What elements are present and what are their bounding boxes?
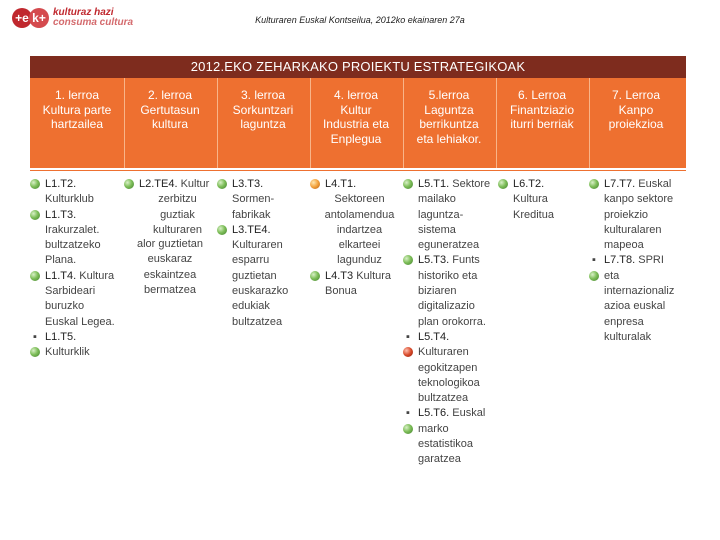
item-text: Kultura bbox=[513, 193, 548, 206]
item-text: Kultura bbox=[353, 269, 392, 282]
item-code: L1.T5. bbox=[45, 330, 77, 343]
item-code: L5.T3. bbox=[418, 254, 450, 267]
item-text: Bonua bbox=[325, 285, 357, 298]
list-item bbox=[30, 208, 122, 269]
item-text: azioa euskal bbox=[604, 300, 666, 313]
column-head-2 bbox=[126, 88, 214, 132]
item-code: L2.TE4. bbox=[139, 178, 178, 190]
list-item bbox=[30, 177, 122, 208]
list-item bbox=[30, 269, 122, 330]
column-head-line: Kanpo bbox=[618, 102, 654, 117]
item-text: SPRI bbox=[635, 254, 664, 267]
item-text: Euskal bbox=[635, 178, 672, 190]
column-head-line: hartzailea bbox=[50, 117, 104, 131]
list-item bbox=[403, 177, 495, 253]
item-text: Kultur bbox=[177, 178, 210, 190]
item-text: eta bbox=[604, 269, 620, 282]
item-text: mailako bbox=[418, 193, 456, 206]
header-caption: Kulturaren Euskal Kontseilua, 2012ko ekainaren 27a bbox=[255, 15, 465, 25]
divider bbox=[30, 170, 686, 171]
column-5-body bbox=[403, 177, 495, 468]
item-code: L1.T2. bbox=[45, 178, 77, 190]
item-code: L4.T3 bbox=[325, 269, 354, 282]
column-head-line: 6. Lerroa bbox=[517, 88, 567, 102]
column-head-4 bbox=[312, 88, 400, 146]
item-text: egokitzapen bbox=[418, 361, 478, 374]
column-head-line: kultura bbox=[151, 117, 189, 131]
item-text: bermatzea bbox=[144, 284, 196, 297]
item-text: Funts bbox=[449, 254, 480, 267]
column-4-body bbox=[310, 177, 402, 299]
column-3-body bbox=[217, 177, 309, 330]
logo-line1: kulturaz hazi bbox=[53, 7, 114, 18]
item-text: Sormen- bbox=[232, 193, 275, 206]
column-head-line: 4. lerroa bbox=[333, 88, 379, 102]
item-text: lagunduz bbox=[337, 254, 382, 267]
column-1-body bbox=[30, 177, 122, 361]
bullet-ball-icon bbox=[217, 179, 227, 189]
item-code: L1.T3. bbox=[45, 208, 77, 221]
item-bullet: ▪ bbox=[406, 330, 410, 343]
column-2-body bbox=[124, 177, 216, 298]
item-text: euskarazko bbox=[232, 285, 289, 298]
item-text: bultzatzeko bbox=[45, 239, 101, 252]
item-text: alor guztietan bbox=[136, 238, 204, 251]
list-item bbox=[124, 177, 216, 238]
column-head-line: Kultura parte bbox=[42, 102, 112, 117]
item-text: fabrikak bbox=[232, 208, 271, 221]
item-text: laguntza- bbox=[418, 208, 464, 221]
list-item bbox=[403, 406, 495, 421]
item-text: Euskal Legea. bbox=[45, 315, 115, 328]
item-text: eskaintzea bbox=[143, 268, 197, 281]
item-text: Kultura bbox=[76, 269, 115, 282]
item-bullet: ▪ bbox=[592, 254, 596, 267]
bullet-ball-icon bbox=[403, 424, 413, 434]
bullet-ball-icon bbox=[30, 347, 40, 357]
item-code: L6.T2. bbox=[513, 178, 545, 190]
bullet-ball-icon bbox=[30, 179, 40, 189]
list-item bbox=[310, 269, 402, 300]
column-head-6 bbox=[498, 88, 586, 132]
item-text: Kulturaren bbox=[232, 239, 283, 252]
item-text: sistema bbox=[418, 223, 456, 236]
column-separator bbox=[124, 78, 125, 168]
column-separator bbox=[217, 78, 218, 168]
item-text: antolamendua bbox=[324, 208, 395, 221]
column-head-line: Gertutasun bbox=[140, 102, 200, 117]
column-head-5 bbox=[405, 88, 493, 146]
item-text: Sarbideari bbox=[45, 285, 96, 298]
bullet-ball-icon bbox=[403, 347, 413, 357]
bullet-ball-icon bbox=[589, 179, 599, 189]
item-text: Kulturaren bbox=[418, 346, 469, 359]
list-item bbox=[498, 177, 588, 223]
bullet-ball-icon bbox=[30, 271, 40, 281]
item-text: edukiak bbox=[232, 300, 270, 313]
item-text: Plana. bbox=[45, 254, 77, 267]
column-separator bbox=[589, 78, 590, 168]
item-text: proiekzio bbox=[604, 208, 649, 221]
item-text: Sektore bbox=[449, 178, 491, 190]
item-text: elkarteei bbox=[338, 239, 381, 252]
item-text: plan orokorra. bbox=[418, 315, 486, 328]
column-head-7 bbox=[592, 88, 680, 132]
bullet-ball-icon bbox=[589, 271, 599, 281]
bullet-ball-icon bbox=[124, 179, 134, 189]
item-bullet: ▪ bbox=[33, 330, 37, 343]
bullet-ball-icon bbox=[403, 255, 413, 265]
bullet-ball-icon bbox=[217, 225, 227, 235]
bullet-ball-icon bbox=[30, 210, 40, 220]
column-head-line: proiekzioa bbox=[608, 117, 664, 131]
list-item bbox=[589, 177, 685, 253]
column-head-line: Kultur bbox=[340, 102, 372, 117]
item-code: L1.T4. bbox=[45, 269, 77, 282]
column-head-line: eta lehiakor. bbox=[416, 131, 482, 146]
item-text: guztiak bbox=[160, 208, 195, 221]
column-head-line: 2. lerroa bbox=[147, 88, 193, 102]
logo-line2: consuma cultura bbox=[53, 17, 134, 28]
list-item bbox=[30, 330, 122, 345]
page-title: 2012.EKO ZEHARKAKO PROIEKTU ESTRATEGIKOAK bbox=[30, 56, 686, 78]
item-code: L3.TE4. bbox=[232, 223, 271, 236]
column-separator bbox=[403, 78, 404, 168]
item-text: bultzatzea bbox=[232, 315, 283, 328]
column-6-body bbox=[498, 177, 588, 223]
item-text: kulturalaren bbox=[604, 223, 662, 236]
item-code: L7.T8. bbox=[604, 254, 636, 267]
list-item bbox=[30, 345, 122, 360]
column-head-3 bbox=[219, 88, 307, 132]
item-text: eguneratzea bbox=[418, 239, 480, 252]
column-head-line: 3. lerroa bbox=[240, 88, 286, 102]
list-item bbox=[310, 177, 402, 269]
bullet-ball-icon bbox=[310, 271, 320, 281]
column-head-line: 5.lerroa bbox=[428, 88, 470, 102]
column-head-line: Enplegua bbox=[330, 131, 382, 146]
item-text: Sektoreen bbox=[334, 193, 385, 206]
item-text: enpresa bbox=[604, 315, 644, 328]
column-7-body bbox=[589, 177, 685, 345]
item-text: guztietan bbox=[232, 269, 277, 282]
item-text: kanpo sektore bbox=[604, 193, 674, 206]
item-text: esparru bbox=[232, 254, 270, 267]
item-code: L7.T7. bbox=[604, 178, 636, 190]
item-bullet: ▪ bbox=[406, 407, 410, 420]
item-text: kulturalak bbox=[604, 330, 652, 343]
column-head-line: Sorkuntzari bbox=[232, 102, 294, 117]
item-text: Kreditua bbox=[513, 208, 554, 221]
item-code: L5.T4. bbox=[418, 330, 450, 343]
item-text: euskaraz bbox=[147, 253, 193, 266]
logo-mark-right: k+ bbox=[29, 8, 49, 28]
item-text: Kulturklik bbox=[45, 346, 90, 359]
item-text: garatzea bbox=[418, 453, 461, 466]
bullet-ball-icon bbox=[310, 179, 320, 189]
column-head-line: laguntza bbox=[240, 117, 286, 131]
item-text: Kulturklub bbox=[45, 193, 94, 206]
column-separator bbox=[496, 78, 497, 168]
item-code: L5.T1. bbox=[418, 178, 450, 190]
bullet-ball-icon bbox=[403, 179, 413, 189]
column-head-line: Laguntza bbox=[424, 102, 474, 117]
item-text: marko bbox=[418, 422, 449, 435]
item-code: L3.T3. bbox=[232, 178, 264, 190]
item-text: zerbitzu bbox=[158, 193, 197, 206]
column-separator bbox=[310, 78, 311, 168]
item-text: historiko eta bbox=[418, 269, 478, 282]
column-head-line: 1. lerroa bbox=[54, 88, 100, 102]
column-head-line: Finantziazio bbox=[509, 102, 575, 117]
item-text: Irakurzalet. bbox=[45, 223, 100, 236]
item-text: estatistikoa bbox=[418, 438, 474, 451]
list-item bbox=[403, 345, 495, 406]
item-text: Euskal bbox=[449, 407, 486, 420]
item-text: internazionaliz bbox=[604, 285, 675, 298]
item-text: digitalizazio bbox=[418, 300, 475, 313]
column-head-line: berrikuntza bbox=[419, 117, 479, 131]
item-code: L4.T1. bbox=[325, 178, 357, 190]
item-text: mapeoa bbox=[604, 239, 644, 252]
list-item bbox=[403, 330, 495, 345]
item-code: L5.T6. bbox=[418, 407, 450, 420]
item-text: indartzea bbox=[336, 223, 383, 236]
list-item bbox=[403, 253, 495, 329]
item-text: bultzatzea bbox=[418, 392, 469, 405]
column-head-line: 7. Lerroa bbox=[611, 88, 661, 102]
column-head-1 bbox=[33, 88, 121, 132]
bullet-ball-icon bbox=[498, 179, 508, 189]
list-item bbox=[589, 269, 685, 345]
list-item bbox=[403, 422, 495, 468]
logo-mark-left: +e bbox=[12, 8, 32, 28]
column-head-line: iturri berriak bbox=[510, 117, 574, 131]
item-text: kulturaren bbox=[153, 223, 202, 236]
item-text: teknologikoa bbox=[418, 376, 480, 389]
item-text: buruzko bbox=[45, 300, 85, 313]
item-text: biziaren bbox=[418, 285, 457, 298]
column-head-line: Industria eta bbox=[322, 117, 390, 131]
list-item bbox=[217, 177, 309, 223]
list-item bbox=[217, 223, 309, 330]
list-item bbox=[589, 253, 685, 268]
